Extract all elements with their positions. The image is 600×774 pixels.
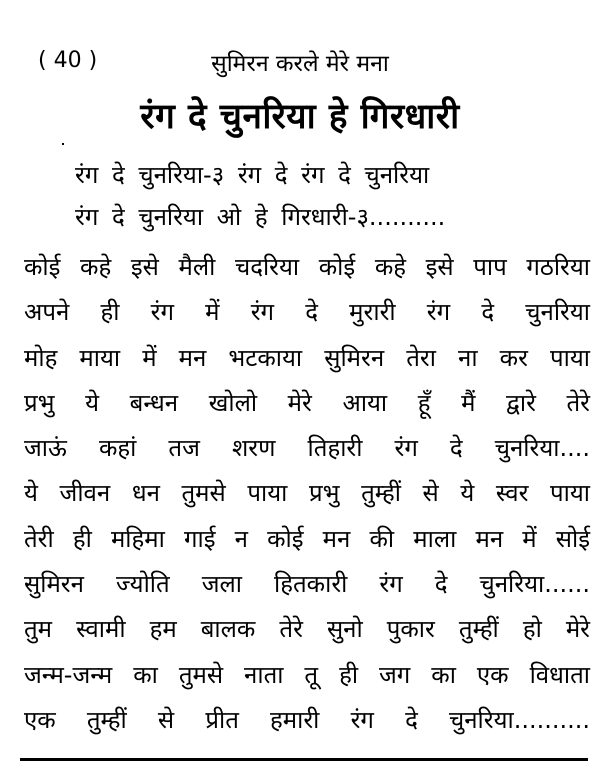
page-header (0, 44, 600, 84)
verse-line: एक तुम्हीं से प्रीत हमारी रंग दे चुनरिया.......... (24, 705, 590, 734)
verse-line: प्रभु ये बन्धन खोलो मेरे आया हूँ मैं द्वारे तेरे (24, 388, 590, 417)
refrain-line: रंग दे चुनरिया ओ हे गिरधारी-३.......... (75, 203, 446, 231)
verse-line: सुमिरन ज्योति जला हितकारी रंग दे चुनरिया...... (24, 570, 590, 599)
verse-line: मोह माया में मन भटकाया सुमिरन तेरा ना कर पाया (24, 343, 590, 372)
song-verses (24, 245, 590, 743)
verse-line: जाऊं कहां तज शरण तिहारी रंग दे चुनरिया.... (24, 434, 590, 463)
verse-line: तेरी ही महिमा गाई न कोई मन की माला मन में सोई (24, 524, 590, 553)
song-title: रंग दे चुनरिया हे गिरधारी (140, 97, 460, 137)
verse-line: अपने ही रंग में रंग दे मुरारी रंग दे चुनरिया (24, 298, 590, 327)
page-number: ( 40 ) (38, 48, 98, 73)
refrain (75, 154, 445, 238)
book-title: सुमिरन करले मेरे मना (211, 51, 389, 77)
verse-line: जन्म-जन्म का तुमसे नाता तू ही जग का एक विधाता (24, 660, 590, 689)
refrain-line: रंग दे चुनरिया-३ रंग दे रंग दे चुनरिया (75, 161, 430, 189)
print-speck (62, 143, 64, 145)
verse-line: ये जीवन धन तुमसे पाया प्रभु तुम्हीं से ये स्वर पाया (24, 479, 590, 508)
verse-line: कोई कहे इसे मैली चदरिया कोई कहे इसे पाप गठरिया (24, 253, 590, 281)
verse-line: तुम स्वामी हम बालक तेरे सुनो पुकार तुम्हीं हो मेरे (24, 615, 590, 644)
bottom-divider (20, 758, 588, 761)
